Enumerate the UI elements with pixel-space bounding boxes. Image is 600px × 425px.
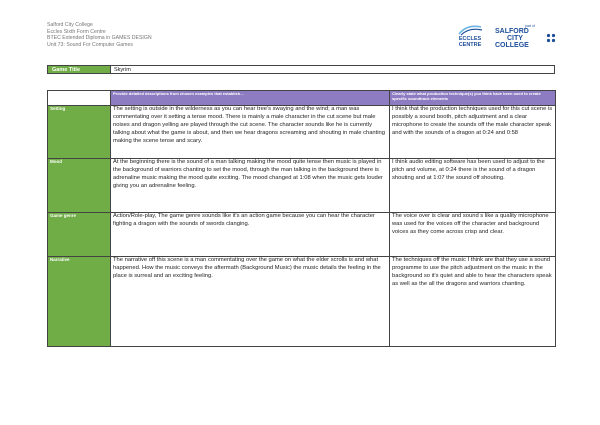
- header-cell-techniques: Clearly state what production technique(s) you think have been used to create specific soundtrack elements: [390, 91, 556, 106]
- header-line: Eccles Sixth Form Centre: [47, 28, 106, 35]
- row-label-mood: Mood: [48, 159, 111, 213]
- header-cell-blank: [48, 91, 111, 106]
- table-row: [48, 213, 556, 257]
- table-row: [48, 159, 556, 213]
- salford-city-college-logo: [495, 24, 547, 52]
- row-label-game-genre: Game genre: [48, 213, 111, 257]
- dots-icon: [546, 33, 556, 43]
- header-line: Salford City College: [47, 22, 93, 28]
- swoosh-icon: [457, 24, 483, 36]
- game-title-value: Skyrim: [110, 66, 131, 73]
- row-technique: I think that the production techniques used for this cut scene is possibly a sound booth, pitch adjustment and a clear microphone to create the sounds off the male character speak and with the sounds of a dragon at 0:24 and 0:58: [390, 106, 556, 159]
- row-description: At the beginning there is the sound of a man talking making the mood quite tense then music is played in the background of warriors chanting to set the mood, through the man talking in the background there is adrenaline music making the mood quite exciting. The mood changed at 1:08 when the music gets louder giving you an adrenaline feeling.: [111, 159, 390, 213]
- row-technique: The techniques off the music I think are that they use a sound programme to use the pitch adjustment on the music in the background so it's quiet and able to hear the characters speak as well as the all the dragons and warriors chanting.: [390, 257, 556, 347]
- game-title-row: [47, 65, 555, 74]
- eccles-centre-logo: [453, 24, 487, 50]
- row-technique: I think audio editing software has been used to adjust to the pitch and volume, at 0:24 there is the sound of a dragon shouting and at 1:07 the sound off shouting.: [390, 159, 556, 213]
- header-line: Unit 73: Sound For Computer Games: [47, 41, 133, 48]
- eccles-logo-text: ECCLES CENTRE: [458, 36, 482, 48]
- table-row: [48, 257, 556, 347]
- logo-college-word: COLLEGE: [495, 42, 529, 49]
- document-header: [47, 22, 152, 48]
- logo-salford-word: SALFORD: [495, 28, 529, 35]
- row-description: The setting is outside in the wilderness as you can hear tree's swaying and the wind; a man was commentating over it setting a tense mood. There is mainly a male character in the cut scene but male noises and dragon yelling are played through the cut scene. The character sounds like he is currently talking about what the game is about, and then we hear dragons screaming and shouting in male chanting making the scene tense and scary.: [111, 106, 390, 159]
- table-row: [48, 106, 556, 159]
- row-description: The narrative off this scene is a man commentating over the game on what the elder scrolls is and what happened. How the music conveys the aftermath (Background Music) the music details the feeling in the place is surreal and an exciting feeling.: [111, 257, 390, 347]
- row-description: Action/Role-play, The game genre sounds like it's an action game because you can hear the character fighting a dragon with the sounds of swords clanging.: [111, 213, 390, 257]
- header-line: BTEC Extended Diploma in GAMES DESIGN: [47, 35, 152, 42]
- table-header-row: [48, 91, 556, 106]
- logo-city-word: CITY: [507, 35, 523, 42]
- logo-part-of: part of: [525, 24, 535, 28]
- row-label-narrative: Narrative: [48, 257, 111, 347]
- row-technique: The voice over is clear and sound s like a quality microphone was used for the voices off the character and background voices as they come across crisp and clear.: [390, 213, 556, 257]
- analysis-table: [47, 90, 556, 347]
- game-title-label: Game Title: [48, 66, 110, 73]
- row-label-setting: Setting: [48, 106, 111, 159]
- header-cell-descriptions: Provide detailed descriptions from chosen examples that establish…: [111, 91, 390, 106]
